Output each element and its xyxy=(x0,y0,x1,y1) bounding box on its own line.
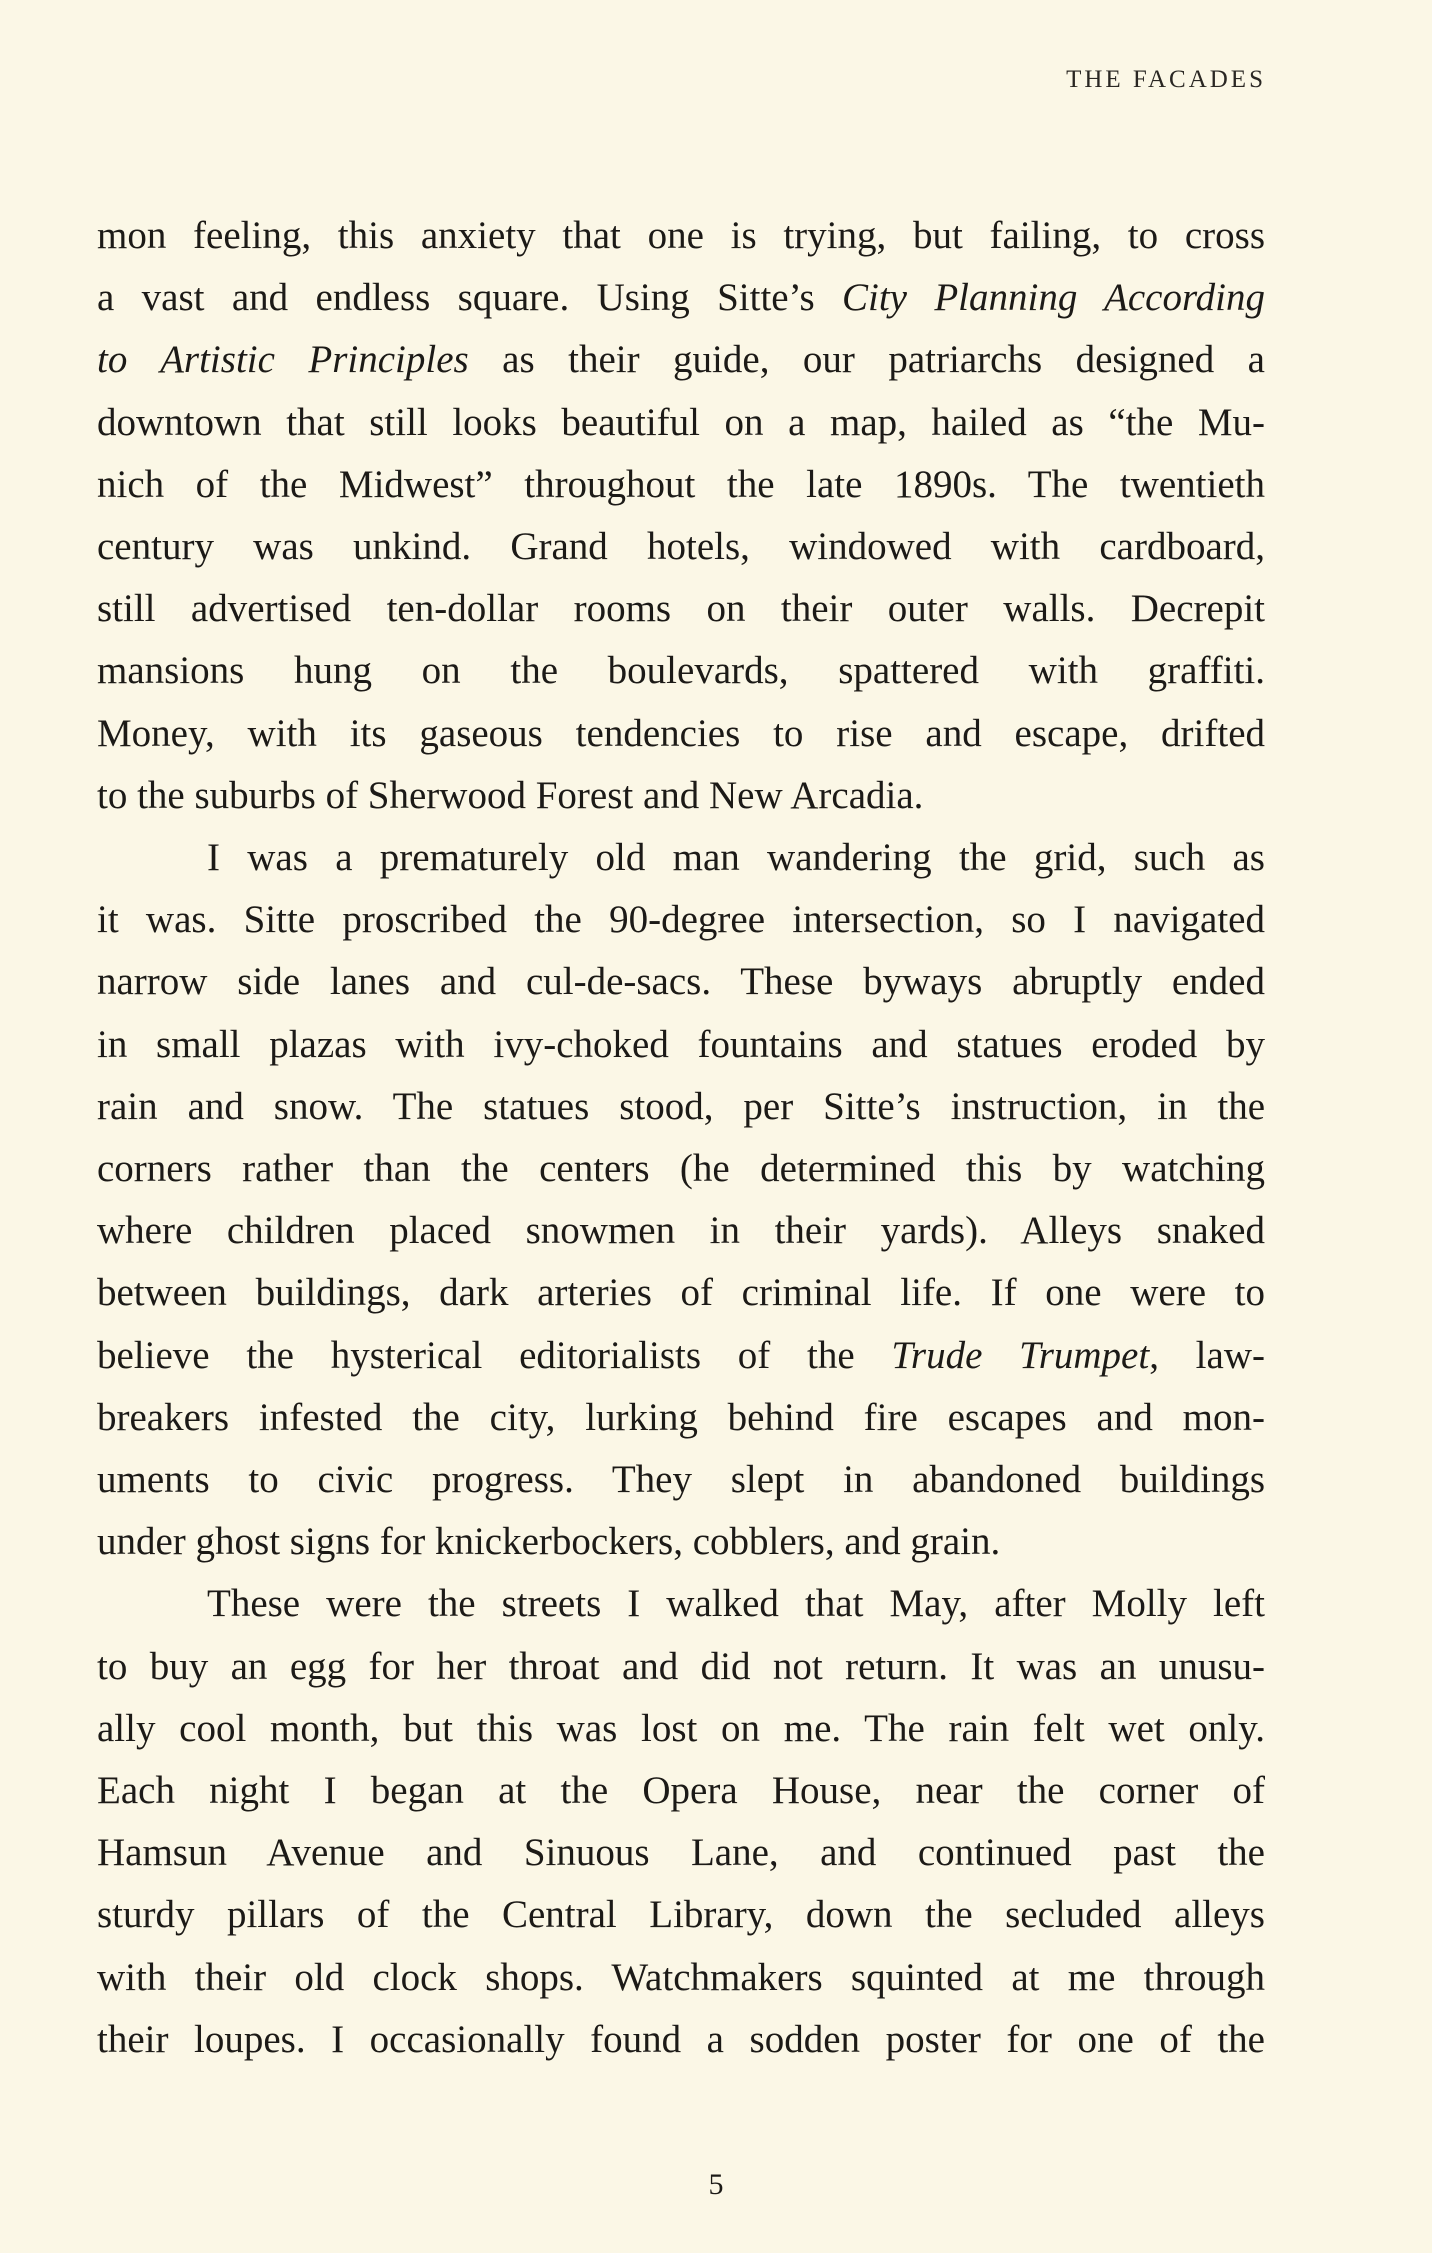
text-line xyxy=(97,1200,1265,1262)
text-line xyxy=(97,1449,1265,1511)
text-line xyxy=(97,1822,1265,1884)
text-run: ally cool month, but this was lost on me. The rain felt wet only. xyxy=(97,1706,1265,1750)
text-run: , law- xyxy=(1149,1333,1265,1377)
text-line xyxy=(97,1014,1265,1076)
text-line xyxy=(97,1076,1265,1138)
text-run: to buy an egg for her throat and did not return. It was an unusu- xyxy=(97,1644,1265,1688)
text-line xyxy=(97,578,1265,640)
italic-title: Trude Trumpet xyxy=(891,1333,1150,1377)
text-run: corners rather than the centers (he determined this by watching xyxy=(97,1147,1265,1191)
page-number: 5 xyxy=(708,2168,724,2201)
text-run: downtown that still looks beautiful on a map, hailed as “the Mu- xyxy=(97,400,1265,444)
text-line xyxy=(97,1511,1265,1573)
text-run: Hamsun Avenue and Sinuous Lane, and continued past the xyxy=(97,1831,1265,1875)
text-line xyxy=(97,329,1265,391)
text-run: breakers infested the city, lurking behind fire escapes and mon- xyxy=(97,1395,1265,1439)
text-run: in small plazas with ivy-choked fountains and statues eroded by xyxy=(97,1022,1265,1066)
paragraph-1 xyxy=(97,205,1265,827)
text-run: These were the streets I walked that May, after Molly left xyxy=(207,1582,1265,1626)
text-line xyxy=(97,1884,1265,1946)
text-line xyxy=(97,1947,1265,2009)
text-run: narrow side lanes and cul-de-sacs. These byways abruptly ended xyxy=(97,960,1265,1004)
text-line xyxy=(97,1325,1265,1387)
text-line xyxy=(97,1698,1265,1760)
text-run: rain and snow. The statues stood, per Sitte’s instruction, in the xyxy=(97,1084,1265,1128)
text-run: uments to civic progress. They slept in abandoned buildings xyxy=(97,1458,1265,1502)
text-run: as their guide, our patriarchs designed a xyxy=(468,338,1265,382)
text-run: where children placed snowmen in their yards). Alleys snaked xyxy=(97,1209,1265,1253)
text-line xyxy=(97,1387,1265,1449)
text-run: century was unkind. Grand hotels, windowed with cardboard, xyxy=(97,525,1265,569)
body-text xyxy=(97,205,1265,2071)
running-head: THE FACADES xyxy=(1066,66,1266,93)
text-run: still advertised ten-dollar rooms on their outer walls. Decrepit xyxy=(97,587,1265,631)
italic-title: City Planning According xyxy=(842,276,1266,320)
text-run: believe the hysterical editorialists of the xyxy=(97,1333,892,1377)
text-run: nich of the Midwest” throughout the late 1890s. The twentieth xyxy=(97,462,1265,506)
text-line xyxy=(97,1760,1265,1822)
text-line xyxy=(97,765,1265,827)
text-line xyxy=(97,392,1265,454)
text-line xyxy=(97,205,1265,267)
text-line xyxy=(97,267,1265,329)
text-line xyxy=(97,1636,1265,1698)
text-run: I was a prematurely old man wandering the grid, such as xyxy=(207,836,1265,880)
text-run: between buildings, dark arteries of criminal life. If one were to xyxy=(97,1271,1265,1315)
text-line xyxy=(97,516,1265,578)
text-line xyxy=(97,951,1265,1013)
text-run: mon feeling, this anxiety that one is trying, but failing, to cross xyxy=(97,214,1265,257)
text-run: with their old clock shops. Watchmakers squinted at me through xyxy=(97,1955,1265,1999)
text-line xyxy=(97,827,1265,889)
paragraph-3 xyxy=(97,1573,1265,2071)
paragraph-2 xyxy=(97,827,1265,1573)
italic-title: to Artistic Principles xyxy=(97,338,469,382)
text-line xyxy=(97,1573,1265,1635)
text-run: mansions hung on the boulevards, spattered with graffiti. xyxy=(97,649,1265,693)
text-run: their loupes. I occasionally found a sodden poster for one of the xyxy=(97,2017,1265,2061)
text-run: under ghost signs for knickerbockers, cobblers, and grain. xyxy=(97,1520,1001,1564)
text-run: sturdy pillars of the Central Library, down the secluded alleys xyxy=(97,1893,1265,1937)
text-line xyxy=(97,640,1265,702)
text-line xyxy=(97,2009,1265,2071)
text-line xyxy=(97,1262,1265,1324)
text-line xyxy=(97,703,1265,765)
text-line xyxy=(97,454,1265,516)
text-line xyxy=(97,889,1265,951)
text-line xyxy=(97,1138,1265,1200)
text-run: Money, with its gaseous tendencies to rise and escape, drifted xyxy=(97,711,1265,755)
text-run: Each night I began at the Opera House, near the corner of xyxy=(97,1769,1265,1813)
text-run: it was. Sitte proscribed the 90-degree intersection, so I navigated xyxy=(97,898,1265,942)
text-run: to the suburbs of Sherwood Forest and New Arcadia. xyxy=(97,773,924,817)
text-run: a vast and endless square. Using Sitte’s xyxy=(97,276,842,320)
